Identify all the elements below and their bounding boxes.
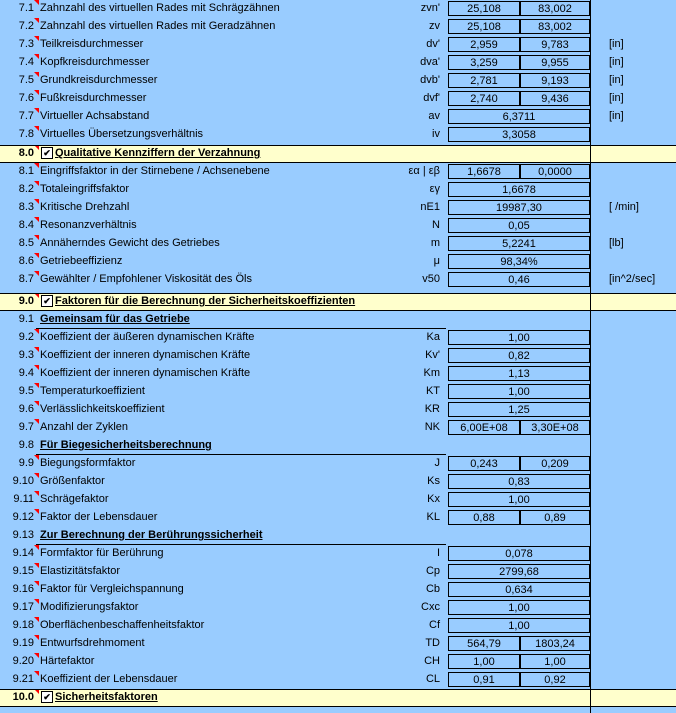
subheading-row — [0, 311, 676, 329]
row-number: 9.19 — [12, 637, 34, 649]
table-row — [0, 235, 676, 253]
row-symbol: Cp — [425, 565, 440, 577]
row-label: Temperaturkoeffizient — [40, 385, 145, 397]
row-number: 9.8 — [18, 439, 34, 451]
value-cell-gear1[interactable]: 2,740 — [448, 91, 520, 106]
row-number: 9.13 — [12, 529, 34, 541]
comment-marker-icon — [34, 54, 39, 59]
row-symbol: Kv' — [425, 349, 440, 361]
row-label: Virtuelles Übersetzungsverhältnis — [40, 128, 204, 140]
row-symbol: m — [430, 237, 440, 249]
section-number: 9.0 — [18, 295, 34, 307]
value-cell-gear2[interactable]: 9,783 — [520, 37, 590, 52]
row-number: 9.14 — [12, 547, 34, 559]
comment-marker-icon — [34, 545, 39, 550]
row-label: Oberflächenbeschaffenheitsfaktor — [40, 619, 205, 631]
row-number: 9.2 — [18, 331, 34, 343]
value-cell-gear1[interactable]: 564,79 — [448, 636, 520, 651]
table-row — [0, 563, 676, 581]
row-label: Biegungsformfaktor — [40, 457, 136, 469]
row-number: 9.5 — [18, 385, 34, 397]
value-cell-gear1[interactable]: 25,108 — [448, 1, 520, 16]
row-symbol: Ks — [427, 475, 440, 487]
section-header-row — [0, 293, 676, 311]
comment-marker-icon — [34, 347, 39, 352]
section-checkbox[interactable]: ✔ — [41, 147, 53, 159]
table-row — [0, 419, 676, 437]
row-symbol: I — [436, 547, 440, 559]
comment-marker-icon — [34, 455, 39, 460]
value-cell-gear2[interactable]: 0,0000 — [520, 164, 590, 179]
row-label: Zahnzahl des virtuellen Rades mit Geradzähnen — [40, 20, 276, 32]
value-cell-gear2[interactable]: 9,955 — [520, 55, 590, 70]
table-row — [0, 473, 676, 491]
value-cell-gear1[interactable]: 3,259 — [448, 55, 520, 70]
row-number: 9.12 — [12, 511, 34, 523]
section-top-border — [0, 689, 676, 690]
row-symbol: dvb' — [420, 74, 440, 86]
table-row — [0, 163, 676, 181]
comment-marker-icon — [34, 163, 39, 168]
row-number: 9.1 — [18, 313, 34, 325]
value-cell[interactable]: 1,6678 — [448, 182, 590, 197]
row-label: Koeffizient der inneren dynamischen Kräfte — [40, 367, 251, 379]
section-checkbox[interactable]: ✔ — [41, 295, 53, 307]
unit-label: [lb] — [609, 237, 624, 249]
comment-marker-icon — [34, 0, 39, 5]
row-number: 9.3 — [18, 349, 34, 361]
table-row — [0, 126, 676, 144]
subheading-row — [0, 527, 676, 545]
row-label: Virtueller Achsabstand — [40, 110, 150, 122]
table-row — [0, 90, 676, 108]
table-row — [0, 253, 676, 271]
row-label: Kritische Drehzahl — [40, 201, 130, 213]
row-number: 8.5 — [18, 237, 34, 249]
table-row — [0, 653, 676, 671]
row-label: Schrägefaktor — [40, 493, 109, 505]
value-cell[interactable]: 1,00 — [448, 618, 590, 633]
row-symbol: av — [428, 110, 440, 122]
comment-marker-icon — [34, 126, 39, 131]
row-label: Koeffizient der Lebensdauer — [40, 673, 178, 685]
row-label: Annäherndes Gewicht des Getriebes — [40, 237, 220, 249]
section-top-border — [0, 293, 676, 294]
row-label: Anzahl der Zyklen — [40, 421, 129, 433]
value-cell[interactable]: 1,25 — [448, 402, 590, 417]
row-symbol: zv — [429, 20, 440, 32]
comment-marker-icon — [34, 401, 39, 406]
value-cell-gear1[interactable]: 2,959 — [448, 37, 520, 52]
value-cell[interactable]: 1,00 — [448, 330, 590, 345]
value-cell-gear1[interactable]: 25,108 — [448, 19, 520, 34]
comment-marker-icon — [34, 365, 39, 370]
row-number: 9.7 — [18, 421, 34, 433]
comment-marker-icon — [34, 108, 39, 113]
value-cell-gear2[interactable]: 0,209 — [520, 456, 590, 471]
section-bottom-border — [0, 706, 676, 707]
value-cell[interactable]: 98,34% — [448, 254, 590, 269]
row-number: 8.1 — [18, 165, 34, 177]
subheading-title: Zur Berechnung der Berührungssicherheit — [40, 529, 263, 541]
row-symbol: NK — [424, 421, 440, 433]
value-cell[interactable]: 0,078 — [448, 546, 590, 561]
value-cell[interactable]: 0,634 — [448, 582, 590, 597]
row-symbol: εγ — [429, 183, 440, 195]
comment-marker-icon — [34, 181, 39, 186]
comment-marker-icon — [34, 18, 39, 23]
row-number: 9.9 — [18, 457, 34, 469]
value-cell[interactable]: 5,2241 — [448, 236, 590, 251]
table-row — [0, 0, 676, 18]
comment-marker-icon — [34, 653, 39, 658]
value-cell-gear2[interactable]: 0,92 — [520, 672, 590, 687]
row-number: 9.20 — [12, 655, 34, 667]
row-symbol: iv — [432, 128, 440, 140]
row-label: Kopfkreisdurchmesser — [40, 56, 150, 68]
section-checkbox[interactable]: ✔ — [41, 691, 53, 703]
comment-marker-icon — [34, 635, 39, 640]
value-cell[interactable]: 2799,68 — [448, 564, 590, 579]
table-row — [0, 181, 676, 199]
row-label: Verlässlichkeitskoeffizient — [40, 403, 165, 415]
row-number: 7.2 — [18, 20, 34, 32]
table-row — [0, 635, 676, 653]
row-number: 8.3 — [18, 201, 34, 213]
comment-marker-icon — [34, 199, 39, 204]
unit-label: [in] — [609, 56, 624, 68]
row-label: Koeffizient der äußeren dynamischen Kräfte — [40, 331, 255, 343]
table-row — [0, 199, 676, 217]
table-row — [0, 347, 676, 365]
row-symbol: J — [434, 457, 440, 469]
row-number: 8.2 — [18, 183, 34, 195]
row-number: 9.6 — [18, 403, 34, 415]
value-cell-gear2[interactable]: 1,00 — [520, 654, 590, 669]
value-cell-gear1[interactable]: 1,6678 — [448, 164, 520, 179]
comment-marker-icon — [34, 383, 39, 388]
value-cell[interactable]: 1,00 — [448, 384, 590, 399]
value-cell[interactable]: 0,82 — [448, 348, 590, 363]
row-symbol: TD — [425, 637, 440, 649]
section-title: Qualitative Kennziffern der Verzahnung — [55, 147, 261, 159]
row-symbol: KT — [425, 385, 440, 397]
value-cell[interactable]: 3,3058 — [448, 127, 590, 142]
value-cell-gear2[interactable]: 1803,24 — [520, 636, 590, 651]
section-header-row — [0, 689, 676, 707]
row-label: Grundkreisdurchmesser — [40, 74, 158, 86]
section-number: 8.0 — [18, 147, 34, 159]
section-number: 10.0 — [12, 691, 34, 703]
section-header-row — [0, 145, 676, 163]
comment-marker-icon — [34, 235, 39, 240]
row-symbol: KL — [426, 511, 440, 523]
row-label: Modifizierungsfaktor — [40, 601, 139, 613]
row-symbol: CH — [424, 655, 440, 667]
row-number: 7.5 — [18, 74, 34, 86]
comment-marker-icon — [34, 90, 39, 95]
row-number: 9.11 — [13, 493, 34, 505]
row-symbol: dv' — [426, 38, 440, 50]
table-row — [0, 72, 676, 90]
section-title: Faktoren für die Berechnung der Sicherheitskoeffizienten — [55, 295, 356, 307]
row-number: 9.21 — [12, 673, 34, 685]
table-row — [0, 36, 676, 54]
value-cell[interactable]: 6,3711 — [448, 109, 590, 124]
row-label: Gewählter / Empfohlener Viskosität des Öls — [40, 273, 252, 285]
row-label: Größenfaktor — [40, 475, 105, 487]
row-number: 9.4 — [18, 367, 34, 379]
row-label: Härtefaktor — [40, 655, 95, 667]
comment-marker-icon — [34, 509, 39, 514]
table-row — [0, 455, 676, 473]
table-row — [0, 329, 676, 347]
table-row — [0, 217, 676, 235]
row-symbol: dva' — [420, 56, 440, 68]
unit-label: [in] — [609, 92, 624, 104]
row-label: Formfaktor für Berührung — [40, 547, 164, 559]
unit-label: [in] — [609, 110, 624, 122]
value-cell-gear1[interactable]: 1,00 — [448, 654, 520, 669]
value-cell-gear1[interactable]: 0,88 — [448, 510, 520, 525]
row-label: Faktor der Lebensdauer — [40, 511, 158, 523]
value-cell-gear2[interactable]: 9,193 — [520, 73, 590, 88]
row-symbol: CL — [425, 673, 440, 685]
unit-label: [in] — [609, 38, 624, 50]
row-symbol: N — [432, 219, 440, 231]
row-number: 9.18 — [12, 619, 34, 631]
table-row — [0, 509, 676, 527]
value-cell[interactable]: 1,13 — [448, 366, 590, 381]
row-symbol: nE1 — [420, 201, 440, 213]
row-number: 9.10 — [12, 475, 34, 487]
row-symbol: Km — [423, 367, 440, 379]
row-number: 8.4 — [18, 219, 34, 231]
row-symbol: εα | εβ — [408, 165, 440, 177]
row-label: Eingriffsfaktor in der Stirnebene / Achsenebene — [40, 165, 270, 177]
value-cell-gear1[interactable]: 0,91 — [448, 672, 520, 687]
row-symbol: Cxc — [421, 601, 440, 613]
row-label: Entwurfsdrehmoment — [40, 637, 145, 649]
row-number: 7.3 — [18, 38, 34, 50]
row-number: 9.17 — [12, 601, 34, 613]
table-row — [0, 401, 676, 419]
table-row — [0, 271, 676, 289]
subheading-title: Für Biegesicherheitsberechnung — [40, 439, 212, 451]
row-symbol: Cf — [429, 619, 440, 631]
value-cell-gear1[interactable]: 0,243 — [448, 456, 520, 471]
table-row — [0, 617, 676, 635]
row-label: Elastizitätsfaktor — [40, 565, 121, 577]
table-row — [0, 383, 676, 401]
value-cell-gear1[interactable]: 6,00E+08 — [448, 420, 520, 435]
table-row — [0, 671, 676, 689]
row-number: 8.7 — [18, 273, 34, 285]
row-number: 7.1 — [18, 2, 34, 14]
row-number: 7.7 — [18, 110, 34, 122]
value-cell[interactable]: 19987,30 — [448, 200, 590, 215]
comment-marker-icon — [34, 72, 39, 77]
section-title: Sicherheitsfaktoren — [55, 691, 158, 703]
comment-marker-icon — [34, 217, 39, 222]
value-cell-gear2[interactable]: 83,002 — [520, 1, 590, 16]
row-label: Faktor für Vergleichspannung — [40, 583, 184, 595]
row-symbol: KR — [424, 403, 440, 415]
comment-marker-icon — [34, 581, 39, 586]
table-row — [0, 54, 676, 72]
subheading-row — [0, 437, 676, 455]
value-cell-gear2[interactable]: 9,436 — [520, 91, 590, 106]
value-cell[interactable]: 0,83 — [448, 474, 590, 489]
table-row — [0, 491, 676, 509]
row-symbol: dvf' — [423, 92, 440, 104]
value-cell-gear2[interactable]: 83,002 — [520, 19, 590, 34]
row-symbol: v50 — [422, 273, 440, 285]
row-symbol: Kx — [427, 493, 440, 505]
row-label: Totaleingriffsfaktor — [40, 183, 130, 195]
table-row — [0, 18, 676, 36]
unit-label: [in] — [609, 74, 624, 86]
table-row — [0, 108, 676, 126]
row-label: Teilkreisdurchmesser — [40, 38, 144, 50]
table-row — [0, 545, 676, 563]
value-cell-gear2[interactable]: 0,89 — [520, 510, 590, 525]
row-symbol: Ka — [426, 331, 440, 343]
comment-marker-icon — [34, 563, 39, 568]
value-cell[interactable]: 1,00 — [448, 600, 590, 615]
row-number: 8.6 — [18, 255, 34, 267]
row-number: 7.8 — [18, 128, 34, 140]
table-row — [0, 581, 676, 599]
comment-marker-icon — [34, 329, 39, 334]
value-cell[interactable]: 0,46 — [448, 272, 590, 287]
row-number: 9.16 — [12, 583, 34, 595]
unit-label: [in^2/sec] — [609, 273, 656, 285]
row-label: Koeffizient der inneren dynamischen Kräfte — [40, 349, 251, 361]
value-cell-gear1[interactable]: 2,781 — [448, 73, 520, 88]
comment-marker-icon — [34, 36, 39, 41]
row-label: Zahnzahl des virtuellen Rades mit Schrägzähnen — [40, 2, 280, 14]
value-cell-gear2[interactable]: 3,30E+08 — [520, 420, 590, 435]
comment-marker-icon — [34, 617, 39, 622]
comment-marker-icon — [34, 671, 39, 676]
comment-marker-icon — [34, 419, 39, 424]
subheading-title: Gemeinsam für das Getriebe — [40, 313, 190, 325]
unit-label: [ /min] — [609, 201, 639, 213]
comment-marker-icon — [34, 491, 39, 496]
table-row — [0, 365, 676, 383]
comment-marker-icon — [34, 271, 39, 276]
row-symbol: μ — [433, 255, 440, 267]
value-cell[interactable]: 1,00 — [448, 492, 590, 507]
section-top-border — [0, 145, 676, 146]
comment-marker-icon — [34, 599, 39, 604]
row-number: 7.6 — [18, 92, 34, 104]
row-number: 9.15 — [12, 565, 34, 577]
row-label: Fußkreisdurchmesser — [40, 92, 147, 104]
table-row — [0, 599, 676, 617]
comment-marker-icon — [34, 473, 39, 478]
row-label: Getriebeeffizienz — [40, 255, 123, 267]
value-cell[interactable]: 0,05 — [448, 218, 590, 233]
column-divider — [590, 0, 591, 713]
row-symbol: zvn' — [420, 2, 440, 14]
comment-marker-icon — [34, 253, 39, 258]
row-symbol: Cb — [425, 583, 440, 595]
row-number: 7.4 — [18, 56, 34, 68]
row-label: Resonanzverhältnis — [40, 219, 137, 231]
